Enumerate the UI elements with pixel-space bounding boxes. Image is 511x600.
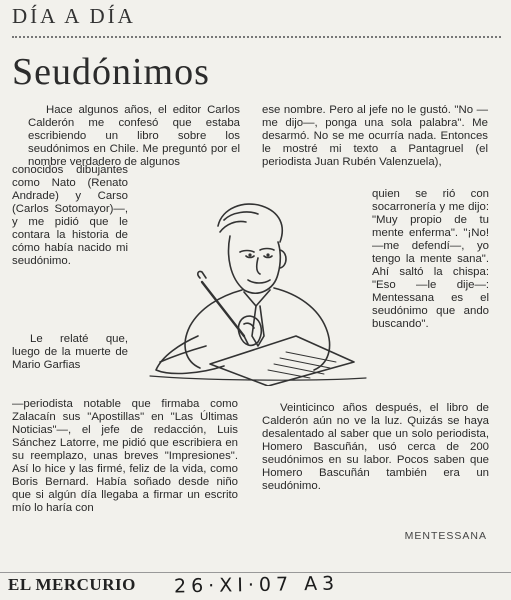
article-column-left-narrow bbox=[12, 164, 128, 268]
handwritten-date-note: 26·XI·07 A3 bbox=[173, 572, 340, 598]
writer-illustration bbox=[140, 186, 368, 386]
article-title: Seudónimos bbox=[12, 51, 210, 93]
article-paragraph-closing bbox=[262, 402, 489, 493]
article-text: —periodista notable que firmaba como Zalacaín sus "Apostillas" en "Las Últimas Noticias"—, el jefe de redacción, Luis Sánchez Latorre, me pidió que escribiera en su reemplazo, unas breves "Impresiones". Así lo hice y las firmé, feliz de la vida, como Boris Bernard. Había soñado desde niño que si algún día llegaba a firmar un escrito mío lo haría con bbox=[12, 398, 238, 514]
section-divider bbox=[12, 36, 501, 38]
author-signature: MENTESSANA bbox=[404, 530, 487, 542]
article-paragraph-second bbox=[12, 333, 128, 372]
article-column-right-narrow bbox=[372, 188, 489, 331]
newspaper-masthead: EL MERCURIO bbox=[8, 575, 136, 594]
section-label: DÍA A DÍA bbox=[12, 4, 136, 28]
article-text: ese nombre. Pero al jefe no le gustó. "No —me dijo—, ponga una sola palabra". Me desarmó. No se me ocurría nada. Entonces le mostré mi texto a Pantagruel (el periodista Juan Rubén Valenzuela), bbox=[262, 104, 488, 168]
article-text: Veinticinco años después, el libro de Calderón aún no ve la luz. Quizás se haya desalentado al saber que un solo periodista, Homero Bascuñán, usó cerca de 200 seudónimos en su labor. Pocos saben que Homero Bascuñán también era un seudónimo. bbox=[262, 402, 489, 492]
article-column-right-top bbox=[262, 104, 488, 169]
footer-divider bbox=[0, 572, 511, 573]
article-text: Le relaté que, luego de la muerte de Mario Garfias bbox=[12, 333, 128, 371]
article-text: conocidos dibujantes como Nato (Renato Andrade) y Carso (Carlos Sotomayor)—, y me pidió que le contara la historia de cómo había nacido mi seudónimo. bbox=[12, 164, 128, 267]
article-column-left-bottom bbox=[12, 398, 238, 515]
article-text: quien se rió con socarronería y me dijo: "Muy propio de tu mente enferma". "¡No! —me defendí—, yo tengo la mente sana". Ahí saltó la chispa: "Eso —le dije—: Mentessana es el seudónimo que ando buscando". bbox=[372, 188, 489, 330]
article-text: Hace algunos años, el editor Carlos Calderón me confesó que estaba escribiendo un libro sobre los seudónimos en Chile. Me preguntó por el nombre verdadero de algunos bbox=[28, 104, 240, 168]
article-paragraph-intro bbox=[28, 104, 240, 169]
